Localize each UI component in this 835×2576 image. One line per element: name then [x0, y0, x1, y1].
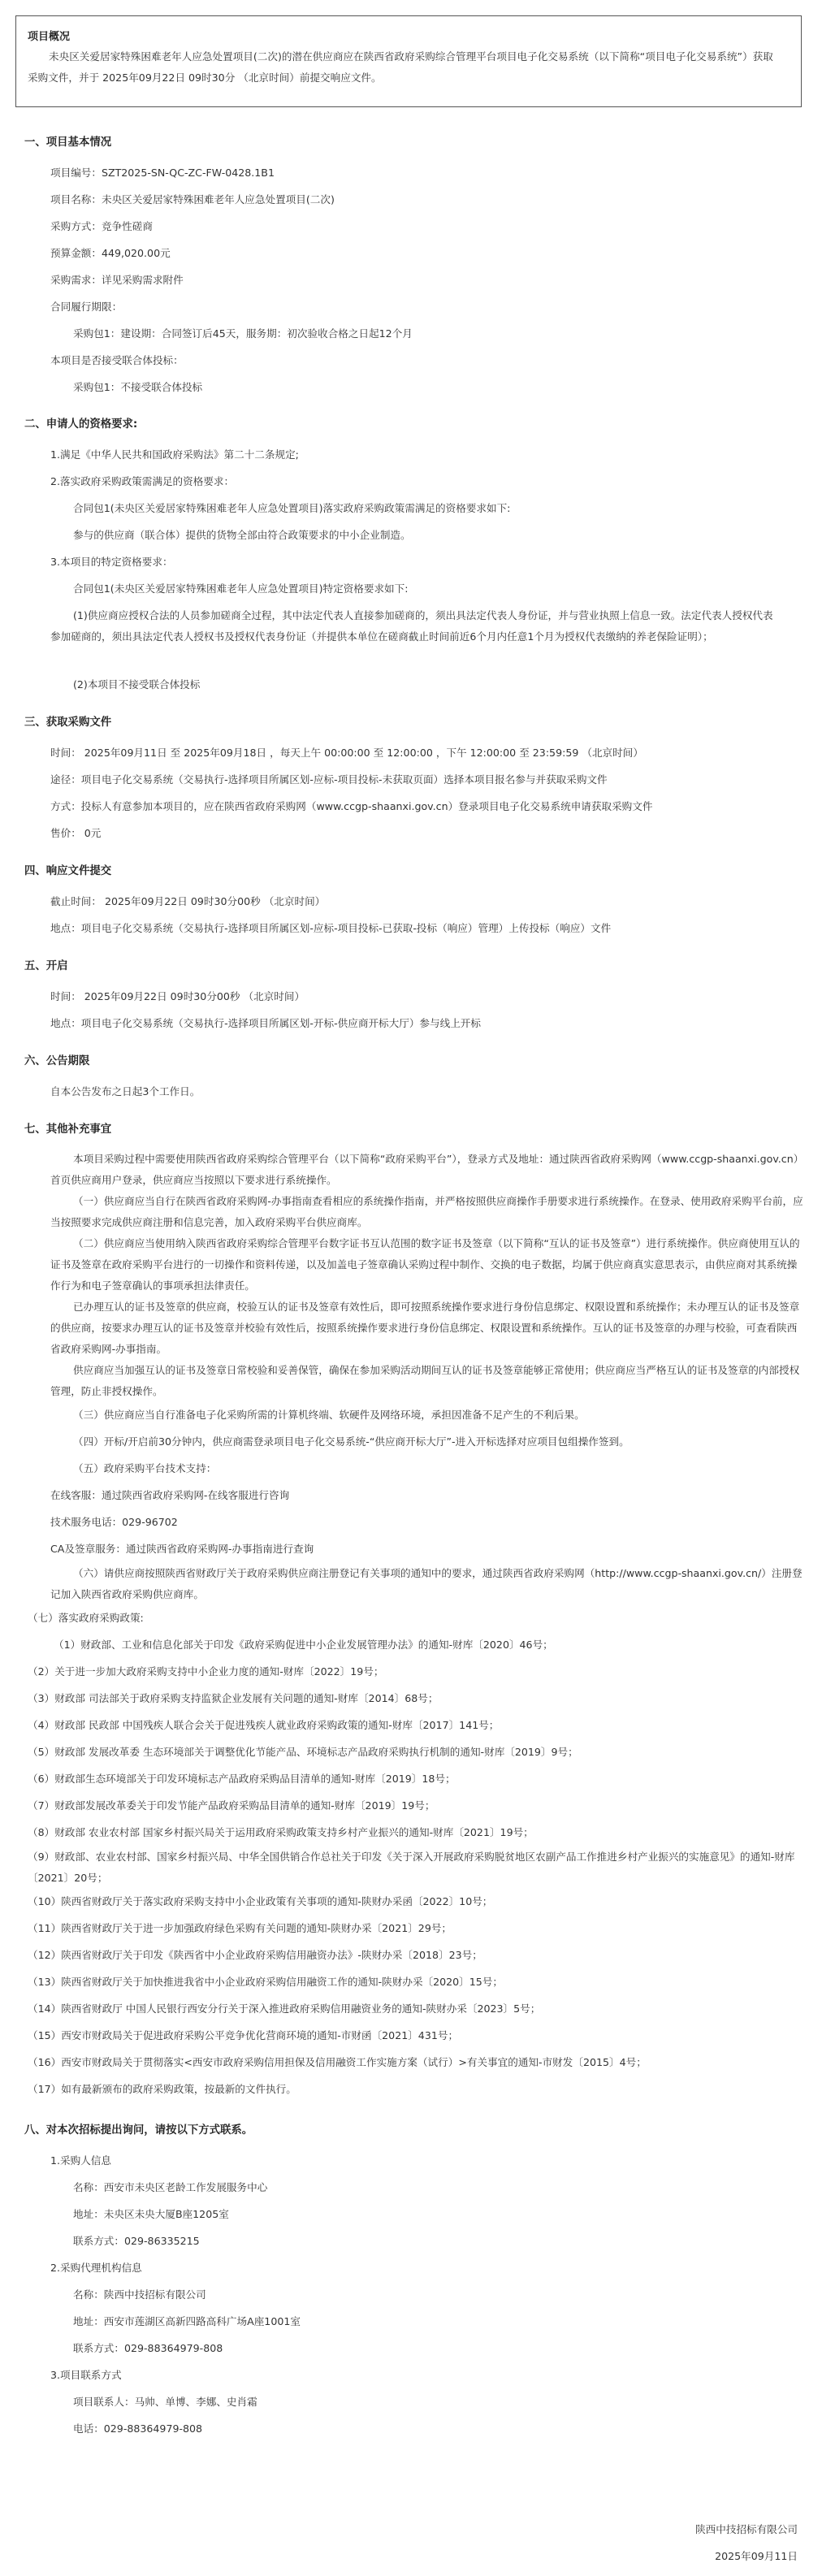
policy-item: （13）陕西省财政厅关于加快推进我省中小企业政府采购信用融资工作的通知-陕财办采〔2020〕15号； — [28, 1976, 503, 1988]
policy-item: （5）财政部 发展改革委 生态环境部关于调整优化节能产品、环境标志产品政府采购执行机制的通知-财库〔2019〕9号； — [28, 1746, 578, 1758]
section-title-opening: 五、开启 — [24, 960, 68, 972]
policy-item: （2）关于进一步加大政府采购支持中小企业力度的通知-财库〔2022〕19号； — [28, 1665, 384, 1678]
policy-item: （14）陕西省财政厅 中国人民银行西安分行关于深入推进政府采购信用融资业务的通知-陕财办采〔2023〕5号； — [28, 2002, 541, 2015]
get-documents-method: 方式：投标人有意参加本项目的，应在陕西省政府采购网（www.ccgp-shaanxi.gov.cn）登录项目电子化交易系统申请获取采购文件 — [50, 800, 653, 812]
opening-location: 地点：项目电子化交易系统（交易执行-选择项目所属区划-开标-供应商开标大厅）参与线上开标 — [50, 1017, 481, 1029]
section-title-qualifications: 二、申请人的资格要求: — [24, 418, 138, 431]
policy-item: （12）陕西省财政厅关于印发《陕西省中小企业政府采购信用融资办法》-陕财办采〔2018〕23号； — [28, 1949, 482, 1961]
qualification-paragraph: (1)供应商应授权合法的人员参加磋商全过程，其中法定代表人直接参加磋商的，须出具法定代表人身份证，并与营业执照上信息一致。法定代表人授权代表参加磋商的，须出具法定代表人授权书及授权代表身份证（并提供本单位在磋商截止时间前近6个月内任意1个月为授权代表缴纳的养老保险证明）； — [50, 609, 773, 643]
procurement-requirement: 采购需求：详见采购需求附件 — [50, 274, 184, 286]
project-contact-title: 3.项目联系方式 — [50, 2369, 122, 2381]
other-line: 在线客服：通过陕西省政府采购网-在线客服进行咨询 — [50, 1489, 290, 1501]
policy-item: （11）陕西省财政厅关于进一步加强政府绿色采购有关问题的通知-陕财办采〔2021〕29号； — [28, 1922, 452, 1934]
policy-item: （10）陕西省财政厅关于落实政府采购支持中小企业政策有关事项的通知-陕财办采函〔2022〕10号； — [28, 1895, 493, 1907]
contract-period-label: 合同履行期限： — [50, 301, 123, 313]
project-summary-box — [15, 15, 802, 107]
footer-date: 2025年09月11日 — [715, 2550, 798, 2562]
summary-title: 项目概况 — [28, 31, 71, 43]
other-paragraph: （一）供应商应当自行在陕西省政府采购网-办事指南查看相应的系统操作指南，并严格按照供应商操作手册要求进行系统操作。在登录、使用政府采购平台前，应当按照要求完成供应商注册和信息完善，加入政府采购平台供应商库。 — [50, 1195, 803, 1228]
section-title-other-matters: 七、其他补充事宜 — [24, 1123, 112, 1136]
get-documents-time: 时间： 2025年09月11日 至 2025年09月18日 ，每天上午 00:00:00 至 12:00:00 ，下午 12:00:00 至 23:59:59 （北京时间） — [50, 747, 643, 759]
footer-organization: 陕西中技招标有限公司 — [695, 2523, 798, 2535]
submission-deadline: 截止时间： 2025年09月22日 09时30分00秒 （北京时间） — [50, 895, 326, 907]
policy-item: （4）财政部 民政部 中国残疾人联合会关于促进残疾人就业政府采购政策的通知-财库〔2017〕141号； — [28, 1719, 500, 1731]
policy-item: （8）财政部 农业农村部 国家乡村振兴局关于运用政府采购政策支持乡村产业振兴的通知-财库〔2021〕19号； — [28, 1826, 534, 1838]
qualification-line: 合同包1(未央区关爱居家特殊困难老年人应急处置项目)落实政府采购政策需满足的资格要求如下: — [73, 502, 511, 514]
qualification-line: (2)本项目不接受联合体投标 — [73, 678, 201, 691]
qualification-line: 合同包1(未央区关爱居家特殊困难老年人应急处置项目)特定资格要求如下: — [73, 582, 409, 595]
other-line: （三）供应商应当自行准备电子化采购所需的计算机终端、软硬件及网络环境，承担因准备不足产生的不利后果。 — [73, 1409, 585, 1421]
project-contact-phone: 电话：029-88364979-808 — [73, 2422, 203, 2435]
policy-item: （16）西安市财政局关于贯彻落实<西安市政府采购信用担保及信用融资工作实施方案（试行）>有关事宜的通知-市财发〔2015〕4号； — [28, 2056, 647, 2068]
qualification-line: 1.满足《中华人民共和国政府采购法》第二十二条规定; — [50, 448, 299, 461]
policy-item: （17）如有最新颁布的政府采购政策，按最新的文件执行。 — [28, 2083, 296, 2095]
project-name: 项目名称：未央区关爱居家特殊困难老年人应急处置项目(二次) — [50, 193, 335, 206]
agency-address: 地址：西安市莲湖区高新四路高科广场A座1001室 — [73, 2315, 301, 2327]
contract-period-value: 采购包1：建设期：合同签订后45天，服务期：初次验收合格之日起12个月 — [73, 327, 413, 340]
policy-item: （7）财政部发展改革委关于印发节能产品政府采购品目清单的通知-财库〔2019〕19号； — [28, 1799, 435, 1812]
section-title-contact: 八、对本次招标提出询问，请按以下方式联系。 — [24, 2124, 253, 2137]
policy-item: （9）财政部、农业农村部、国家乡村振兴局、中华全国供销合作总社关于印发《关于深入开展政府采购脱贫地区农副产品工作推进乡村产业振兴的实施意见》的通知-财库〔2021〕20号； — [28, 1851, 795, 1884]
tech-support-phone: 技术服务电话：029-96702 — [50, 1516, 178, 1528]
get-documents-channel: 途径：项目电子化交易系统（交易执行-选择项目所属区划-应标-项目投标-未获取页面）选择本项目报名参与并获取采购文件 — [50, 773, 608, 786]
agency-info-title: 2.采购代理机构信息 — [50, 2262, 142, 2274]
submission-location: 地点：项目电子化交易系统（交易执行-选择项目所属区划-应标-项目投标-已获取-投标（响应）管理）上传投标（响应）文件 — [50, 922, 612, 934]
opening-time: 时间： 2025年09月22日 09时30分00秒 （北京时间） — [50, 990, 305, 1002]
other-paragraph: 已办理互认的证书及签章的供应商，校验互认的证书及签章有效性后，即可按照系统操作要求进行身份信息绑定、权限设置和系统操作；未办理互认的证书及签章的供应商，按要求办理互认的证书及签章并校验有效性后，按照系统操作要求进行身份信息绑定、权限设置和系统操作。互认的证书及签章的办理与校验，可查看陕西省政府采购网-办事指南。 — [50, 1301, 800, 1355]
get-documents-price: 售价： 0元 — [50, 827, 102, 839]
budget-amount: 预算金额：449,020.00元 — [50, 247, 171, 259]
other-paragraph: （六）请供应商按照陕西省财政厅关于政府采购供应商注册登记有关事项的通知中的要求，通过陕西省政府采购网（http://www.ccgp-shaanxi.gov.cn/）注册登记加入陕西省政府采购供应商库。 — [50, 1567, 803, 1600]
project-number: 项目编号：SZT2025-SN-QC-ZC-FW-0428.1B1 — [50, 167, 275, 179]
policy-item: （3）财政部 司法部关于政府采购支持监狱企业发展有关问题的通知-财库〔2014〕68号； — [28, 1692, 439, 1704]
policy-item: （1）财政部、工业和信息化部关于印发《政府采购促进中小企业发展管理办法》的通知-财库〔2020〕46号； — [54, 1639, 553, 1651]
summary-text: 未央区关爱居家特殊困难老年人应急处置项目(二次)的潜在供应商应在陕西省政府采购综合管理平台项目电子化交易系统（以下简称“项目电子化交易系统”）获取采购文件，并于 2025年09月22日 09时30分 （北京时间）前提交响应文件。 — [28, 50, 773, 84]
section-title-submission: 四、响应文件提交 — [24, 865, 112, 877]
notice-period-text: 自本公告发布之日起3个工作日。 — [50, 1085, 201, 1098]
policy-item: （6）财政部生态环境部关于印发环境标志产品政府采购品目清单的通知-财库〔2019〕18号； — [28, 1773, 456, 1785]
purchaser-phone: 联系方式：029-86335215 — [73, 2235, 200, 2247]
other-line: （五）政府采购平台技术支持： — [73, 1462, 217, 1474]
project-contact-people: 项目联系人：马帅、单博、李娜、史肖霜 — [73, 2396, 257, 2408]
consortium-value: 采购包1：不接受联合体投标 — [73, 381, 203, 393]
procurement-method: 采购方式：竞争性磋商 — [50, 220, 153, 232]
section-title-get-documents: 三、获取采购文件 — [24, 717, 112, 729]
purchaser-info-title: 1.采购人信息 — [50, 2154, 111, 2167]
policy-title: （七）落实政府采购政策: — [28, 1612, 144, 1624]
other-line: （四）开标/开启前30分钟内，供应商需登录项目电子化交易系统-“供应商开标大厅”-进入开标选择对应项目包组操作签到。 — [73, 1435, 629, 1448]
qualification-line: 参与的供应商（联合体）提供的货物全部由符合政策要求的中小企业制造。 — [73, 529, 411, 541]
agency-phone: 联系方式：029-88364979-808 — [73, 2342, 223, 2354]
other-line: CA及签章服务：通过陕西省政府采购网-办事指南进行查询 — [50, 1543, 314, 1555]
other-paragraph: 供应商应当加强互认的证书及签章日常校验和妥善保管，确保在参加采购活动期间互认的证书及签章能够正常使用；供应商应当严格互认的证书及签章的内部授权管理，防止非授权操作。 — [50, 1364, 800, 1397]
section-title-notice-period: 六、公告期限 — [24, 1055, 90, 1067]
qualification-line: 2.落实政府采购政策需满足的资格要求： — [50, 475, 235, 487]
purchaser-address: 地址：未央区未央大厦B座1205室 — [73, 2208, 229, 2220]
policy-item: （15）西安市财政局关于促进政府采购公平竞争优化营商环境的通知-市财函〔2021〕431号； — [28, 2029, 459, 2041]
other-paragraph: 本项目采购过程中需要使用陕西省政府采购综合管理平台（以下简称“政府采购平台”），登录方式及地址：通过陕西省政府采购网（www.ccgp-shaanxi.gov.cn）首页供应商用户登录，供应商应当按照以下要求进行系统操作。 — [50, 1153, 804, 1186]
other-paragraph: （二）供应商应当使用纳入陕西省政府采购综合管理平台数字证书互认范围的数字证书及签章（以下简称“互认的证书及签章”）进行系统操作。供应商使用互认的证书及签章在政府采购平台进行的一切操作和资料传递，以及加盖电子签章确认采购过程中制作、交换的电子数据，均属于供应商真实意思表示，由供应商对其系统操作行为和电子签章确认的事项承担法律责任。 — [50, 1237, 800, 1292]
purchaser-name: 名称：西安市未央区老龄工作发展服务中心 — [73, 2181, 268, 2193]
qualification-line: 3.本项目的特定资格要求： — [50, 556, 173, 568]
agency-name: 名称：陕西中技招标有限公司 — [73, 2288, 206, 2301]
consortium-label: 本项目是否接受联合体投标： — [50, 354, 184, 366]
section-title-basic-info: 一、项目基本情况 — [24, 136, 112, 149]
